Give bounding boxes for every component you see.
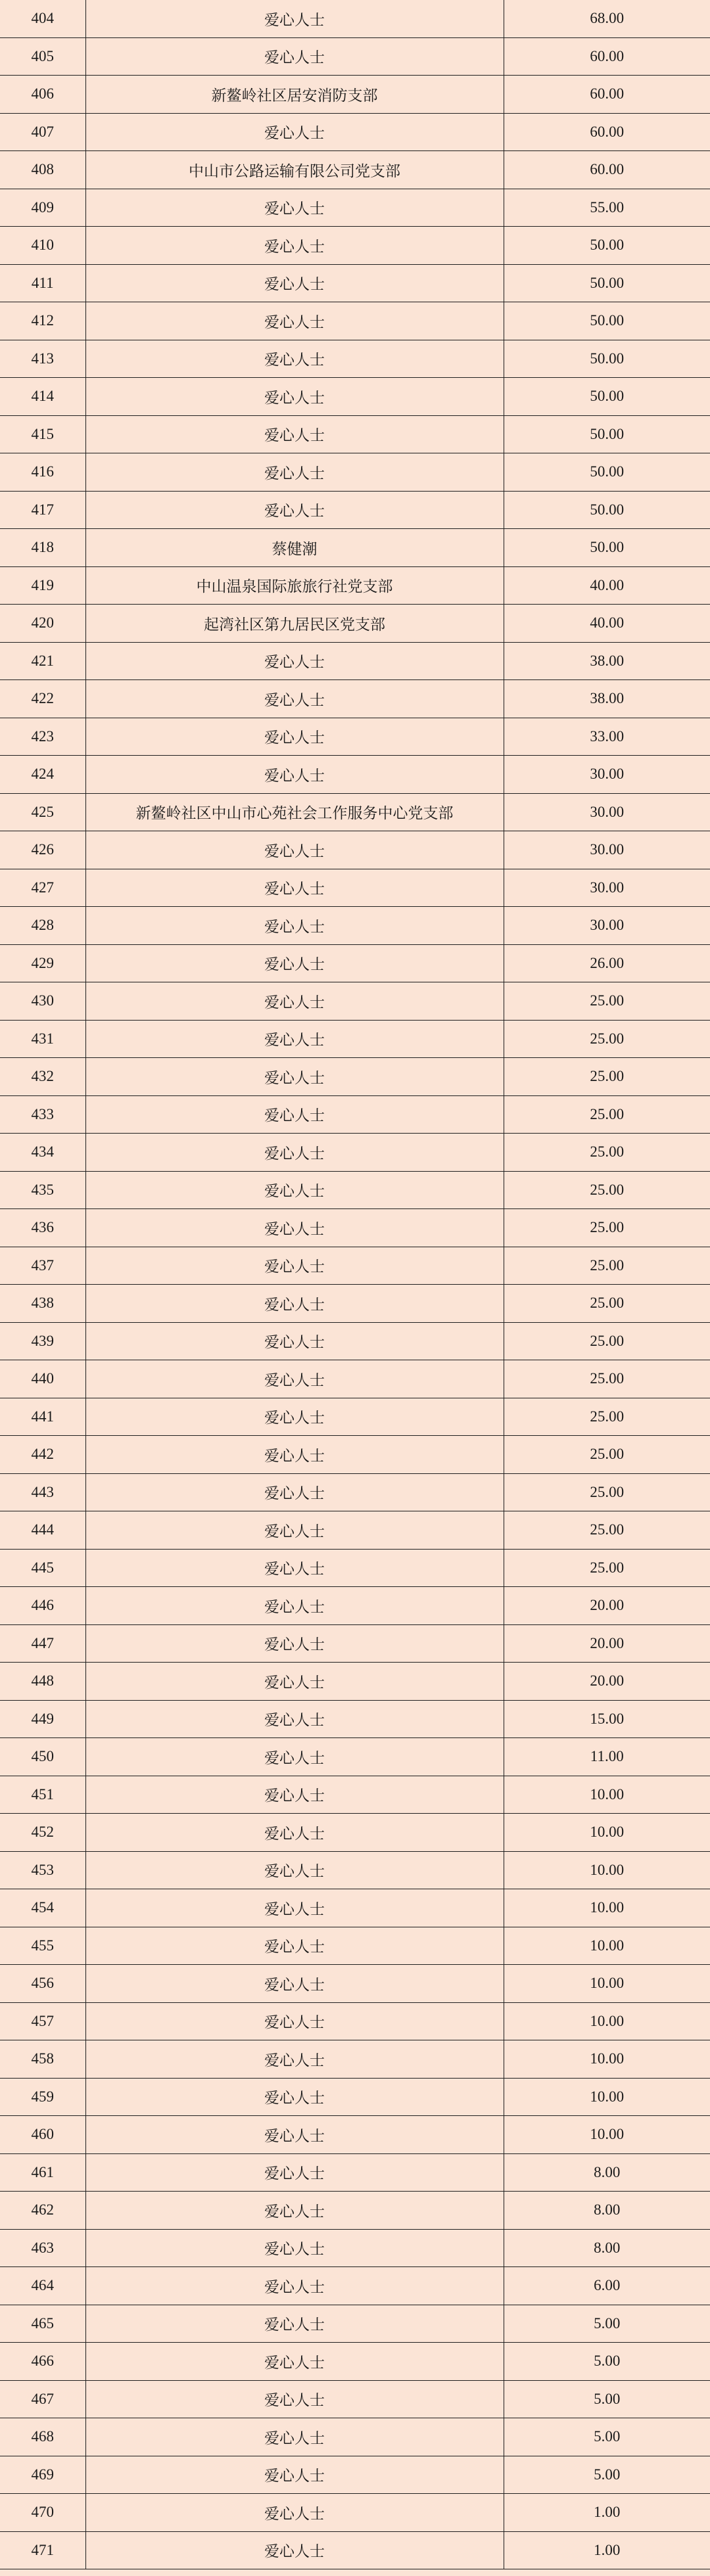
row-number-cell: 409 (0, 189, 85, 227)
donation-amount-cell: 8.00 (504, 2229, 710, 2267)
row-number-cell: 436 (0, 1209, 85, 1247)
donation-amount-cell: 10.00 (504, 1927, 710, 1965)
table-row (0, 982, 710, 1021)
donation-amount-cell: 6.00 (504, 2267, 710, 2305)
donation-amount-cell: 50.00 (504, 491, 710, 529)
donor-name-cell: 爱心人士 (85, 1624, 504, 1663)
donation-amount-cell: 25.00 (504, 1058, 710, 1096)
table-row (0, 1549, 710, 1587)
table-row (0, 2078, 710, 2116)
donor-name-cell: 爱心人士 (85, 264, 504, 302)
donor-name-cell: 爱心人士 (85, 1473, 504, 1511)
row-number-cell: 404 (0, 0, 85, 37)
table-row (0, 2456, 710, 2494)
table-row (0, 2343, 710, 2381)
row-number-cell: 459 (0, 2078, 85, 2116)
donation-amount-cell: 38.00 (504, 680, 710, 718)
donation-amount-cell: 25.00 (504, 1134, 710, 1172)
row-number-cell: 408 (0, 151, 85, 189)
donor-name-cell: 爱心人士 (85, 37, 504, 76)
donor-name-cell: 中山市公路运输有限公司党支部 (85, 151, 504, 189)
row-number-cell: 435 (0, 1171, 85, 1209)
donor-name-cell: 爱心人士 (85, 2192, 504, 2230)
donation-amount-cell: 15.00 (504, 1700, 710, 1738)
row-number-cell: 416 (0, 453, 85, 492)
row-number-cell: 423 (0, 718, 85, 756)
row-number-cell: 430 (0, 982, 85, 1021)
donor-name-cell: 爱心人士 (85, 1851, 504, 1889)
table-row (0, 1058, 710, 1096)
donor-name-cell: 爱心人士 (85, 1889, 504, 1927)
table-row (0, 227, 710, 265)
row-number-cell: 445 (0, 1549, 85, 1587)
donor-name-cell: 爱心人士 (85, 113, 504, 151)
table-row (0, 1398, 710, 1436)
row-number-cell: 471 (0, 2531, 85, 2569)
table-row (0, 1360, 710, 1398)
donation-amount-cell: 10.00 (504, 1776, 710, 1814)
table-row (0, 1814, 710, 1852)
donation-amount-cell: 25.00 (504, 1360, 710, 1398)
donation-amount-cell: 26.00 (504, 944, 710, 982)
donation-amount-cell: 25.00 (504, 1322, 710, 1360)
table-row (0, 2305, 710, 2343)
donation-amount-cell: 50.00 (504, 453, 710, 492)
row-number-cell: 418 (0, 529, 85, 567)
row-number-cell: 446 (0, 1587, 85, 1625)
table-row (0, 415, 710, 453)
donor-name-cell: 爱心人士 (85, 944, 504, 982)
donor-name-cell: 爱心人士 (85, 2494, 504, 2532)
table-row (0, 2531, 710, 2569)
donor-name-cell: 爱心人士 (85, 1322, 504, 1360)
donor-name-cell: 爱心人士 (85, 1587, 504, 1625)
table-row (0, 566, 710, 605)
table-row (0, 1624, 710, 1663)
donation-amount-cell: 10.00 (504, 1851, 710, 1889)
donation-amount-cell: 40.00 (504, 566, 710, 605)
row-number-cell: 465 (0, 2305, 85, 2343)
row-number-cell: 412 (0, 302, 85, 340)
donation-amount-cell: 25.00 (504, 982, 710, 1021)
row-number-cell: 440 (0, 1360, 85, 1398)
donation-amount-cell: 5.00 (504, 2418, 710, 2456)
donor-name-cell: 爱心人士 (85, 1285, 504, 1323)
donation-amount-cell: 5.00 (504, 2343, 710, 2381)
donor-name-cell: 爱心人士 (85, 756, 504, 794)
row-number-cell: 434 (0, 1134, 85, 1172)
donor-name-cell: 爱心人士 (85, 1134, 504, 1172)
donor-name-cell: 爱心人士 (85, 869, 504, 907)
donation-amount-cell: 10.00 (504, 1889, 710, 1927)
donation-amount-cell: 50.00 (504, 264, 710, 302)
row-number-cell: 425 (0, 793, 85, 831)
row-number-cell: 431 (0, 1020, 85, 1058)
donor-name-cell: 爱心人士 (85, 302, 504, 340)
row-number-cell: 405 (0, 37, 85, 76)
donor-name-cell: 爱心人士 (85, 2305, 504, 2343)
donation-amount-cell: 1.00 (504, 2494, 710, 2532)
donor-name-cell: 爱心人士 (85, 1360, 504, 1398)
donor-name-cell: 爱心人士 (85, 831, 504, 869)
donation-amount-cell: 60.00 (504, 113, 710, 151)
table-row (0, 1322, 710, 1360)
table-row (0, 1134, 710, 1172)
row-number-cell: 470 (0, 2494, 85, 2532)
table-row (0, 907, 710, 945)
table-row (0, 264, 710, 302)
row-number-cell: 438 (0, 1285, 85, 1323)
table-row (0, 189, 710, 227)
row-number-cell: 419 (0, 566, 85, 605)
table-row (0, 1171, 710, 1209)
donor-name-cell: 爱心人士 (85, 1549, 504, 1587)
donation-amount-cell: 40.00 (504, 605, 710, 643)
table-row (0, 793, 710, 831)
row-number-cell: 433 (0, 1095, 85, 1134)
table-row (0, 2380, 710, 2418)
table-row (0, 1436, 710, 1474)
donor-name-cell: 爱心人士 (85, 718, 504, 756)
table-row (0, 491, 710, 529)
donation-amount-cell: 50.00 (504, 415, 710, 453)
donation-amount-cell: 60.00 (504, 151, 710, 189)
donor-name-cell: 爱心人士 (85, 2343, 504, 2381)
donation-amount-cell: 10.00 (504, 1965, 710, 2003)
table-row (0, 680, 710, 718)
donation-amount-cell: 10.00 (504, 2116, 710, 2154)
row-number-cell: 406 (0, 76, 85, 114)
donation-amount-cell: 20.00 (504, 1587, 710, 1625)
donation-amount-cell: 25.00 (504, 1095, 710, 1134)
donation-amount-cell: 30.00 (504, 793, 710, 831)
donation-amount-cell: 25.00 (504, 1285, 710, 1323)
table-row (0, 869, 710, 907)
table-row (0, 1511, 710, 1550)
donor-name-cell: 爱心人士 (85, 453, 504, 492)
donor-name-cell: 爱心人士 (85, 2380, 504, 2418)
donor-name-cell: 爱心人士 (85, 680, 504, 718)
table-row (0, 1247, 710, 1285)
donation-amount-cell: 55.00 (504, 189, 710, 227)
row-number-cell: 454 (0, 1889, 85, 1927)
row-number-cell: 411 (0, 264, 85, 302)
donor-name-cell: 中山温泉国际旅旅行社党支部 (85, 566, 504, 605)
table-row (0, 1209, 710, 1247)
donor-name-cell: 爱心人士 (85, 1814, 504, 1852)
donor-name-cell: 爱心人士 (85, 1663, 504, 1701)
row-number-cell: 410 (0, 227, 85, 265)
donor-name-cell: 爱心人士 (85, 189, 504, 227)
donor-name-cell: 爱心人士 (85, 2040, 504, 2079)
row-number-cell: 466 (0, 2343, 85, 2381)
donation-amount-cell: 25.00 (504, 1247, 710, 1285)
row-number-cell: 413 (0, 340, 85, 378)
donor-name-cell: 爱心人士 (85, 227, 504, 265)
table-row (0, 2192, 710, 2230)
donor-name-cell: 爱心人士 (85, 1020, 504, 1058)
donor-name-cell: 爱心人士 (85, 2456, 504, 2494)
donor-name-cell: 爱心人士 (85, 2267, 504, 2305)
row-number-cell: 463 (0, 2229, 85, 2267)
row-number-cell: 426 (0, 831, 85, 869)
donor-name-cell: 爱心人士 (85, 1965, 504, 2003)
row-number-cell: 422 (0, 680, 85, 718)
donor-name-cell: 爱心人士 (85, 378, 504, 416)
row-number-cell: 443 (0, 1473, 85, 1511)
row-number-cell: 449 (0, 1700, 85, 1738)
row-number-cell: 421 (0, 642, 85, 680)
donation-amount-cell: 1.00 (504, 2531, 710, 2569)
donation-amount-cell: 5.00 (504, 2305, 710, 2343)
donation-amount-cell: 11.00 (504, 1738, 710, 1776)
donor-name-cell: 爱心人士 (85, 2229, 504, 2267)
donor-name-cell: 爱心人士 (85, 1209, 504, 1247)
row-number-cell: 457 (0, 2002, 85, 2040)
row-number-cell: 414 (0, 378, 85, 416)
row-number-cell: 417 (0, 491, 85, 529)
donation-amount-cell: 10.00 (504, 1814, 710, 1852)
row-number-cell: 447 (0, 1624, 85, 1663)
donor-name-cell: 爱心人士 (85, 2531, 504, 2569)
table-row (0, 1927, 710, 1965)
table-row (0, 1285, 710, 1323)
donation-amount-cell: 25.00 (504, 1549, 710, 1587)
row-number-cell: 407 (0, 113, 85, 151)
table-row (0, 1095, 710, 1134)
donation-amount-cell: 50.00 (504, 529, 710, 567)
row-number-cell: 427 (0, 869, 85, 907)
donor-name-cell: 爱心人士 (85, 1247, 504, 1285)
row-number-cell: 441 (0, 1398, 85, 1436)
donation-amount-cell: 50.00 (504, 378, 710, 416)
donation-amount-cell: 10.00 (504, 2078, 710, 2116)
table-row (0, 340, 710, 378)
row-number-cell: 461 (0, 2153, 85, 2192)
donation-amount-cell: 5.00 (504, 2456, 710, 2494)
donation-amount-cell: 50.00 (504, 340, 710, 378)
donation-amount-cell: 20.00 (504, 1663, 710, 1701)
row-number-cell: 469 (0, 2456, 85, 2494)
table-row (0, 2153, 710, 2192)
donation-amount-cell: 5.00 (504, 2380, 710, 2418)
row-number-cell: 450 (0, 1738, 85, 1776)
donation-amount-cell: 30.00 (504, 869, 710, 907)
donor-name-cell: 爱心人士 (85, 2078, 504, 2116)
table-row (0, 1663, 710, 1701)
table-row (0, 605, 710, 643)
donation-amount-cell: 30.00 (504, 756, 710, 794)
donation-amount-cell: 30.00 (504, 831, 710, 869)
donor-name-cell: 爱心人士 (85, 642, 504, 680)
donor-name-cell: 新鳌岭社区中山市心苑社会工作服务中心党支部 (85, 793, 504, 831)
table-row (0, 1889, 710, 1927)
donor-name-cell: 爱心人士 (85, 982, 504, 1021)
table-row (0, 718, 710, 756)
donation-amount-cell: 20.00 (504, 1624, 710, 1663)
table-row (0, 1851, 710, 1889)
row-number-cell: 464 (0, 2267, 85, 2305)
row-number-cell: 429 (0, 944, 85, 982)
table-row (0, 1587, 710, 1625)
donor-name-cell: 新鳌岭社区居安消防支部 (85, 76, 504, 114)
donor-name-cell: 爱心人士 (85, 1171, 504, 1209)
donation-amount-cell: 25.00 (504, 1398, 710, 1436)
row-number-cell: 455 (0, 1927, 85, 1965)
table-row (0, 2002, 710, 2040)
row-number-cell: 439 (0, 1322, 85, 1360)
table-row (0, 1738, 710, 1776)
donor-name-cell: 爱心人士 (85, 2418, 504, 2456)
table-row (0, 302, 710, 340)
row-number-cell: 437 (0, 1247, 85, 1285)
row-number-cell: 448 (0, 1663, 85, 1701)
table-row (0, 642, 710, 680)
row-number-cell: 444 (0, 1511, 85, 1550)
donor-name-cell: 爱心人士 (85, 2002, 504, 2040)
donation-amount-cell: 10.00 (504, 2002, 710, 2040)
table-row (0, 151, 710, 189)
donation-amount-cell: 50.00 (504, 227, 710, 265)
row-number-cell: 456 (0, 1965, 85, 2003)
row-number-cell: 458 (0, 2040, 85, 2079)
donor-name-cell: 爱心人士 (85, 2153, 504, 2192)
row-number-cell: 415 (0, 415, 85, 453)
row-number-cell: 442 (0, 1436, 85, 1474)
table-row (0, 1020, 710, 1058)
donor-name-cell: 爱心人士 (85, 0, 504, 37)
table-row (0, 1700, 710, 1738)
row-number-cell: 451 (0, 1776, 85, 1814)
donation-amount-cell: 33.00 (504, 718, 710, 756)
donation-amount-cell: 25.00 (504, 1171, 710, 1209)
row-number-cell: 462 (0, 2192, 85, 2230)
donor-name-cell: 爱心人士 (85, 1058, 504, 1096)
donation-amount-cell: 10.00 (504, 2040, 710, 2079)
table-row (0, 1965, 710, 2003)
donor-name-cell: 爱心人士 (85, 1776, 504, 1814)
donation-amount-cell: 30.00 (504, 907, 710, 945)
table-row (0, 2116, 710, 2154)
row-number-cell: 420 (0, 605, 85, 643)
table-row (0, 76, 710, 114)
table-row (0, 831, 710, 869)
table-row (0, 378, 710, 416)
donation-amount-cell: 60.00 (504, 76, 710, 114)
table-row (0, 2418, 710, 2456)
donor-name-cell: 爱心人士 (85, 340, 504, 378)
donation-amount-cell: 8.00 (504, 2192, 710, 2230)
donor-name-cell: 爱心人士 (85, 1927, 504, 1965)
donation-amount-cell: 60.00 (504, 37, 710, 76)
row-number-cell: 460 (0, 2116, 85, 2154)
row-number-cell: 452 (0, 1814, 85, 1852)
donation-amount-cell: 25.00 (504, 1473, 710, 1511)
donation-amount-cell: 8.00 (504, 2153, 710, 2192)
table-row (0, 453, 710, 492)
row-number-cell: 467 (0, 2380, 85, 2418)
donor-name-cell: 爱心人士 (85, 907, 504, 945)
donation-amount-cell: 25.00 (504, 1209, 710, 1247)
donation-amount-cell: 38.00 (504, 642, 710, 680)
table-row (0, 37, 710, 76)
table-row (0, 2494, 710, 2532)
row-number-cell: 453 (0, 1851, 85, 1889)
table-row (0, 0, 710, 37)
table-row (0, 2267, 710, 2305)
donor-name-cell: 起湾社区第九居民区党支部 (85, 605, 504, 643)
donor-name-cell: 爱心人士 (85, 1738, 504, 1776)
donor-name-cell: 爱心人士 (85, 1700, 504, 1738)
table-row (0, 756, 710, 794)
table-row (0, 2040, 710, 2079)
donation-amount-cell: 25.00 (504, 1436, 710, 1474)
donor-name-cell: 爱心人士 (85, 2116, 504, 2154)
donation-amount-cell: 68.00 (504, 0, 710, 37)
table-row (0, 1776, 710, 1814)
table-row (0, 113, 710, 151)
table-row (0, 1473, 710, 1511)
donor-name-cell: 爱心人士 (85, 1511, 504, 1550)
donation-amount-cell: 50.00 (504, 302, 710, 340)
donor-name-cell: 爱心人士 (85, 415, 504, 453)
donor-name-cell: 蔡健潮 (85, 529, 504, 567)
donor-name-cell: 爱心人士 (85, 491, 504, 529)
table-row (0, 2229, 710, 2267)
table-row (0, 529, 710, 567)
donor-name-cell: 爱心人士 (85, 1398, 504, 1436)
donation-amount-cell: 25.00 (504, 1511, 710, 1550)
row-number-cell: 468 (0, 2418, 85, 2456)
row-number-cell: 424 (0, 756, 85, 794)
donor-name-cell: 爱心人士 (85, 1095, 504, 1134)
row-number-cell: 432 (0, 1058, 85, 1096)
donation-amount-cell: 25.00 (504, 1020, 710, 1058)
donor-name-cell: 爱心人士 (85, 1436, 504, 1474)
row-number-cell: 428 (0, 907, 85, 945)
table-row (0, 944, 710, 982)
